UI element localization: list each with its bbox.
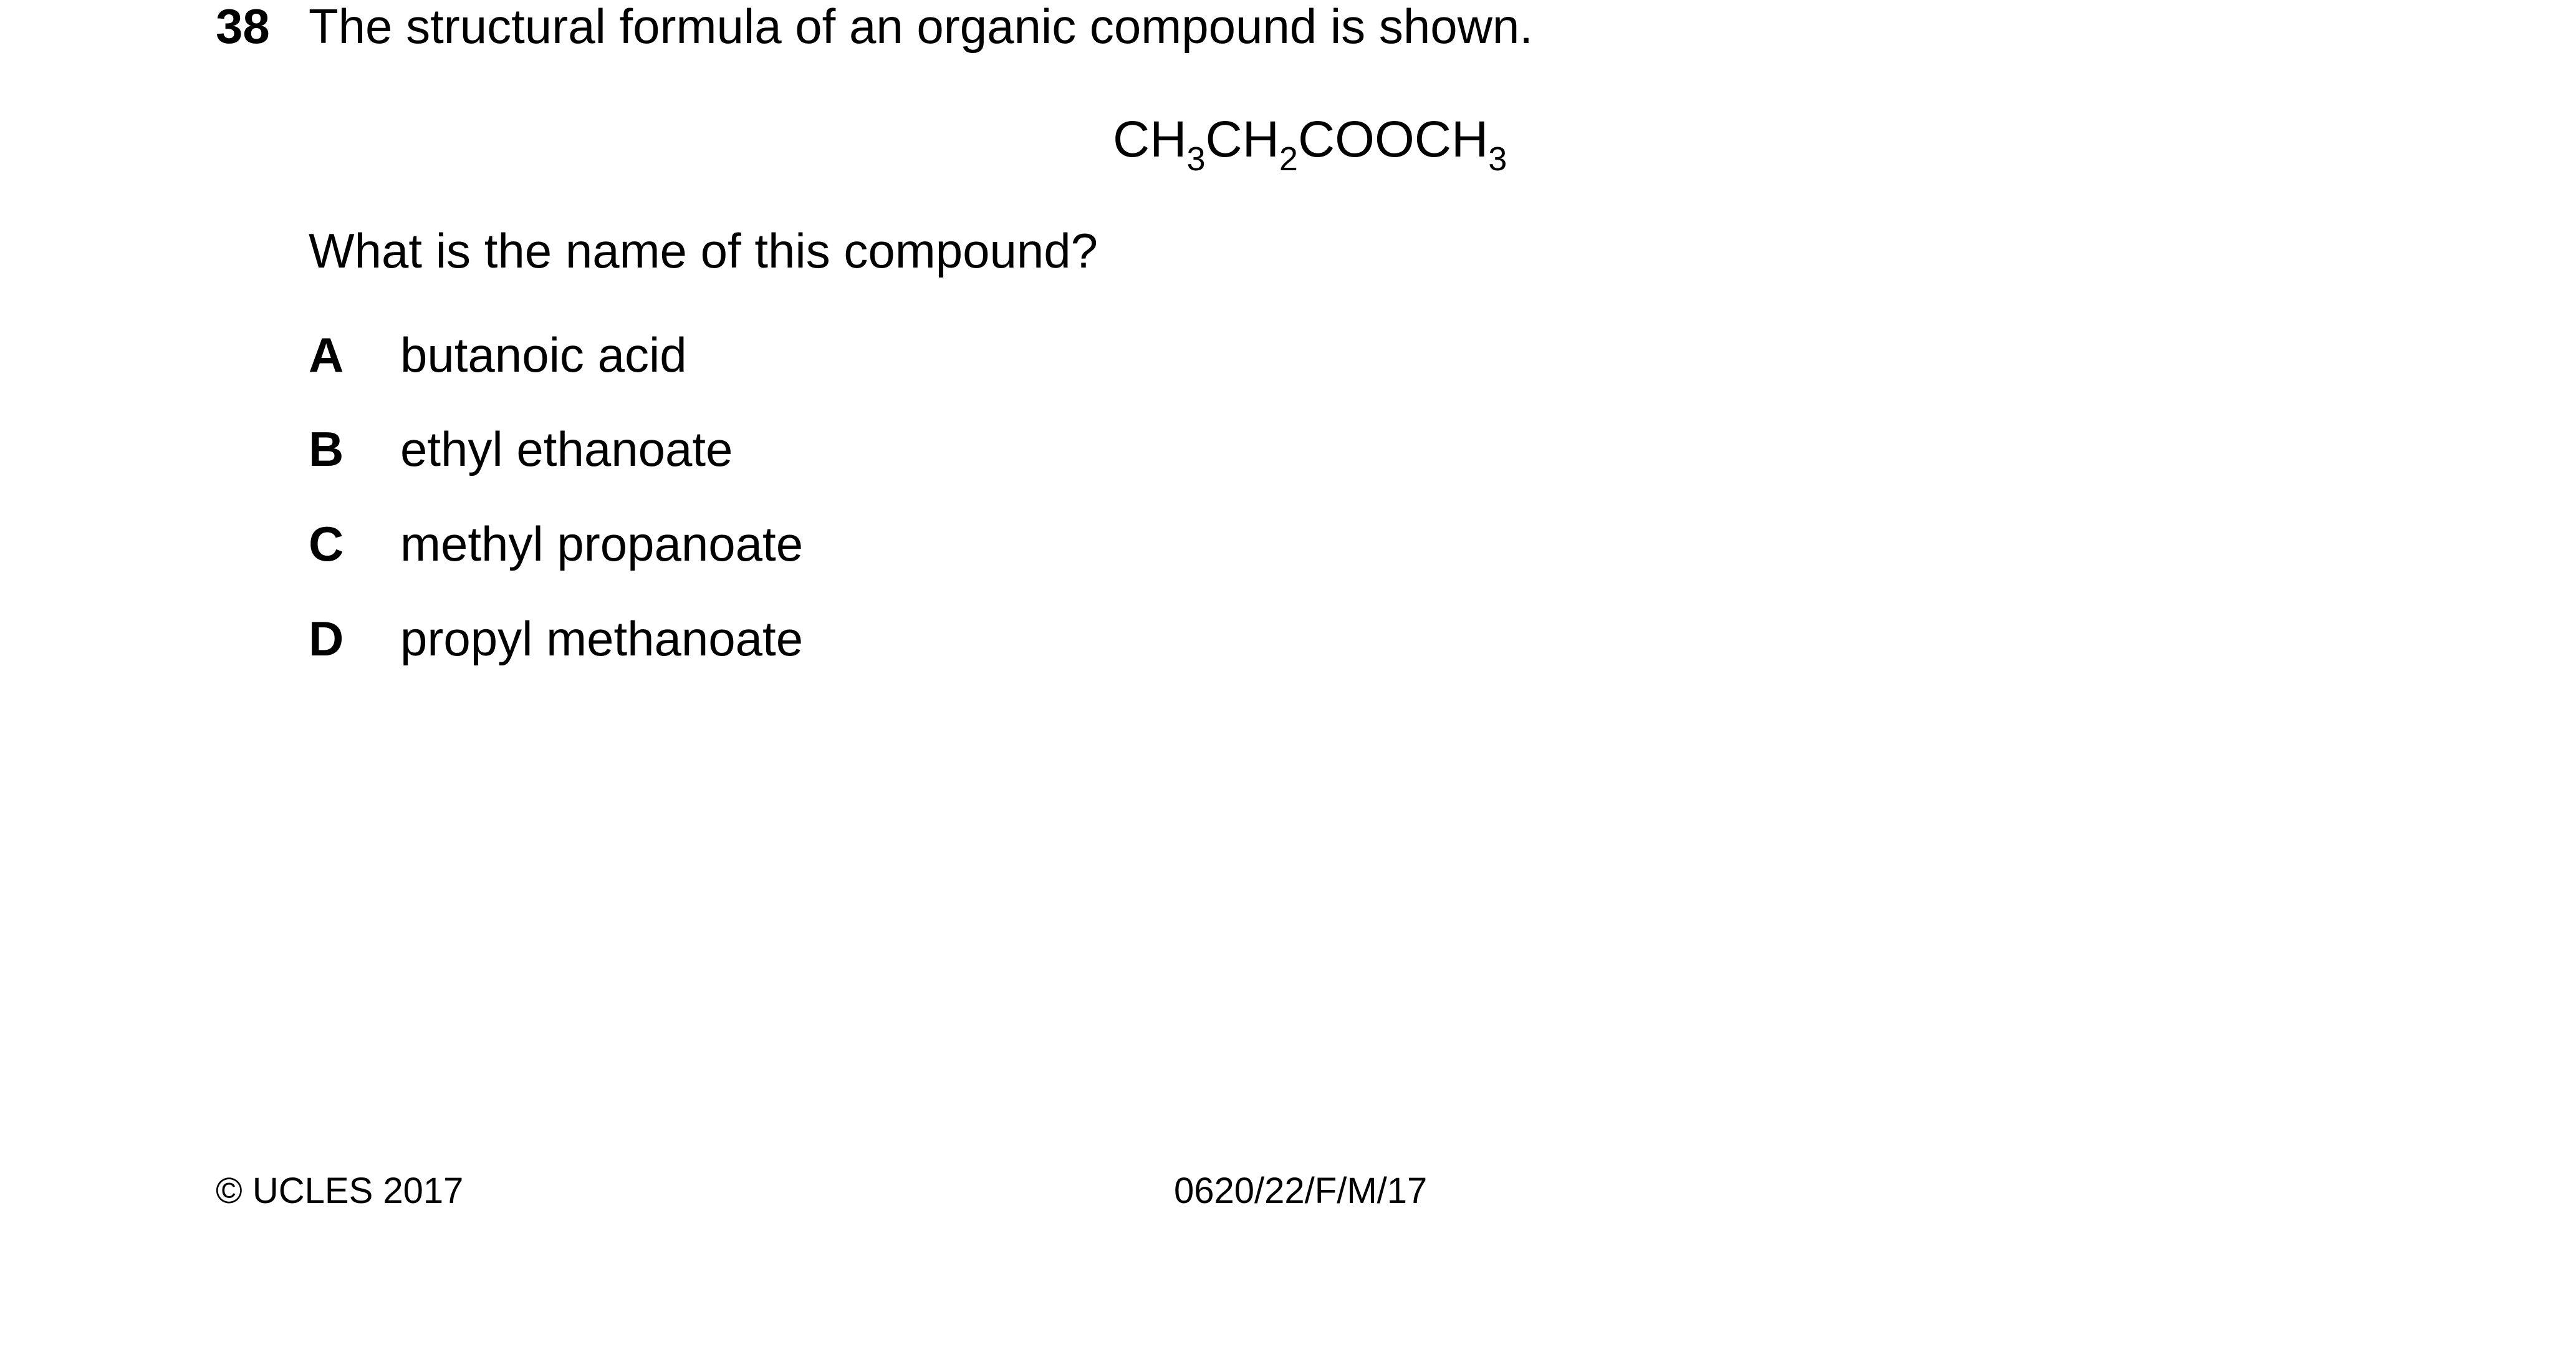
option-c-text: methyl propanoate — [400, 516, 804, 571]
option-a-letter: A — [309, 327, 344, 382]
formula-group-3: COOCH — [1297, 111, 1489, 168]
formula-subscript-3: 3 — [1488, 140, 1507, 178]
question-prompt: What is the name of this compound? — [309, 223, 1098, 278]
formula-subscript-2: 2 — [1279, 140, 1298, 178]
option-b-letter: B — [309, 422, 344, 476]
question-stem: The structural formula of an organic compound is shown. — [309, 0, 1533, 54]
option-a-text: butanoic acid — [400, 327, 687, 382]
copyright-notice: © UCLES 2017 — [216, 1171, 464, 1211]
structural-formula — [1113, 111, 1507, 178]
formula-group-1: CH — [1113, 111, 1187, 168]
option-d-text: propyl methanoate — [400, 611, 804, 666]
formula-subscript-1: 3 — [1186, 140, 1206, 178]
formula-group-2: CH — [1205, 111, 1279, 168]
paper-code: 0620/22/F/M/17 — [1174, 1171, 1428, 1211]
option-b-text: ethyl ethanoate — [400, 422, 733, 476]
question-number: 38 — [216, 0, 270, 54]
option-c-letter: C — [309, 516, 344, 571]
option-d-letter: D — [309, 611, 344, 666]
